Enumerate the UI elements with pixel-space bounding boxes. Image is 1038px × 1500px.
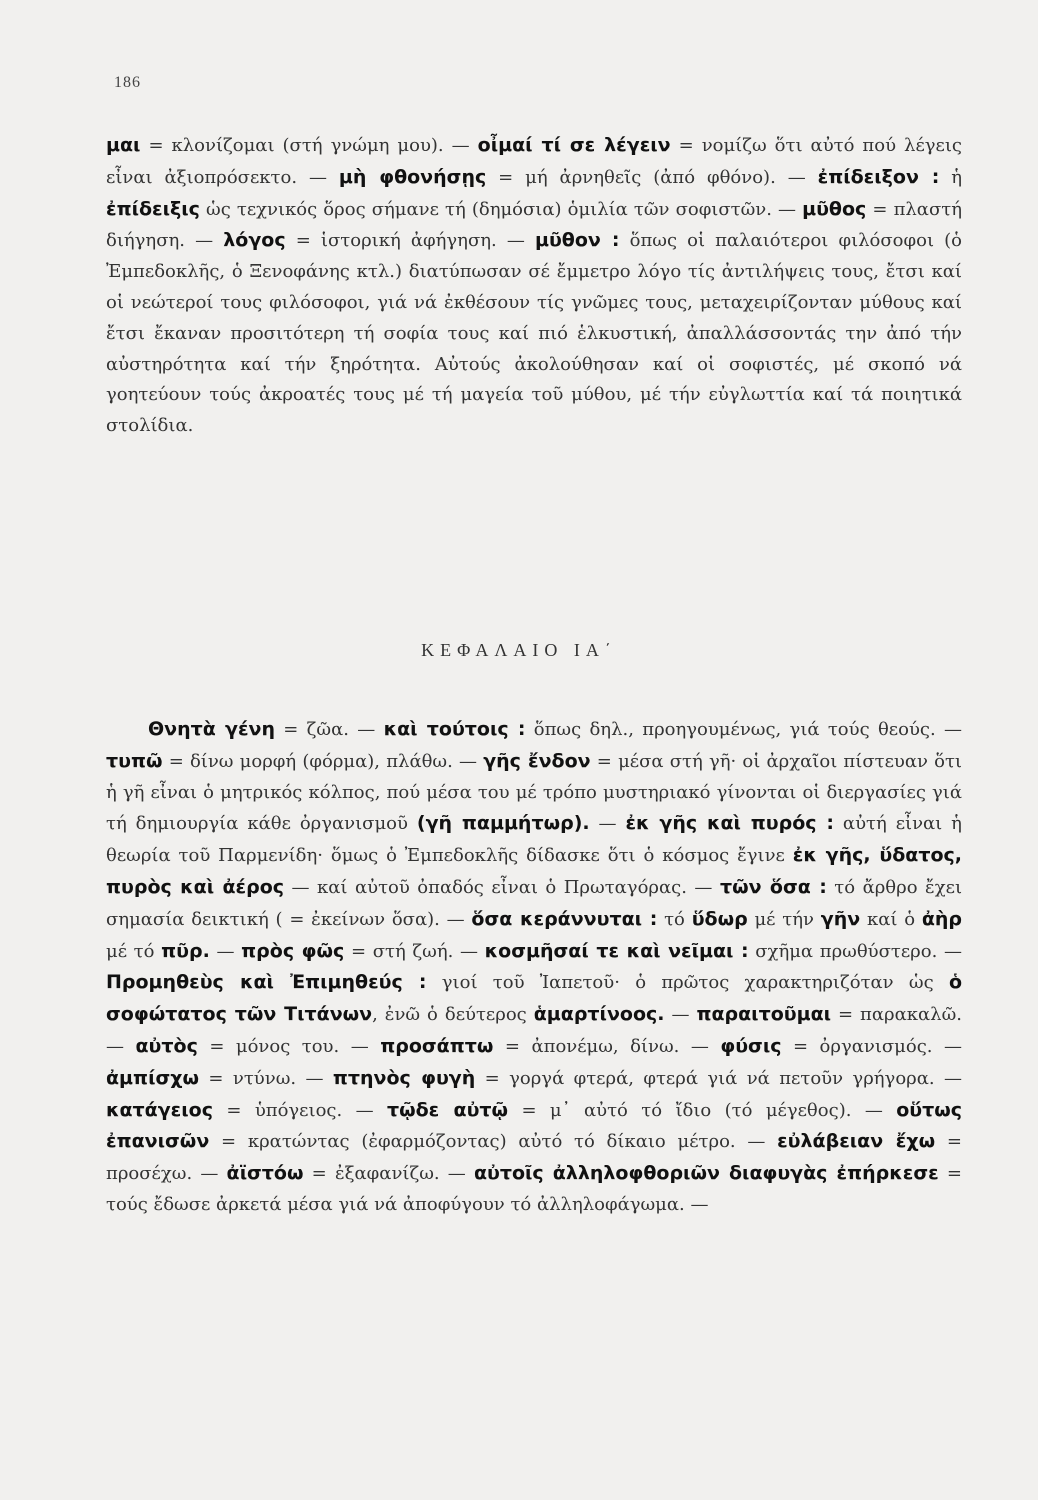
gloss: = κλονίζομαι (στή γνώμη μου). — [140, 135, 478, 156]
lemma: κοσμῆσαί τε καὶ νεῖμαι : [484, 939, 749, 962]
lemma: προσάπτω [380, 1034, 494, 1057]
gloss: = μ᾽ αὐτό τό ἴδιο (τό μέγεθος). — [508, 1099, 897, 1121]
lemma: τῶν ὅσα : [719, 875, 827, 898]
lemma: Θνητὰ γένη [148, 718, 275, 740]
lemma: πρὸς φῶς [241, 939, 345, 962]
lemma: γῆς ἔνδον [483, 749, 591, 772]
lemma: αὐτὸς [135, 1034, 198, 1057]
page-number: 186 [114, 74, 141, 91]
gloss: = ἱστορική ἀφήγηση. — [285, 230, 535, 252]
gloss: — [589, 813, 626, 835]
gloss: ἡ [939, 166, 962, 188]
lemma: λόγος [223, 229, 286, 252]
lemma: ἁμαρτίνοος. [533, 1003, 665, 1026]
lemma: οὕτως ἐπανισῶν [106, 1098, 963, 1153]
lemma: ἐπίδειξον : [817, 165, 940, 188]
lemma: τῷδε αὐτῷ [386, 1098, 509, 1121]
gloss: = ἐξαφανίζω. — [303, 1163, 474, 1185]
lemma: γῆν [820, 907, 861, 930]
gloss: = ντύνω. — [199, 1067, 333, 1089]
gloss: — καί αὐτοῦ ὀπαδός εἶναι ὁ Πρωταγόρας. — [284, 876, 720, 898]
lemma: ἐπίδειξις [106, 197, 200, 220]
gloss: αὐτή εἶναι ἡ θεωρία τοῦ Παρμενίδη· ὅμως ὁ Ἐμπεδοκλῆς δίδασκε ὅτι ὁ κόσμος ἔγινε [106, 813, 962, 867]
lemma: ἀμπίσχω [106, 1066, 200, 1089]
lemma: πτηνὸς φυγὴ [332, 1066, 476, 1089]
lemma: ὅσα κεράννυται : [471, 907, 658, 930]
lemma: ἀὴρ [921, 907, 963, 930]
gloss: = ὑπόγειος. — [212, 1099, 387, 1121]
lemma: μῦθον : [535, 229, 620, 252]
gloss: = νομίζω ὅτι αὐτό πού λέγεις εἶναι ἀξιοπρόσεκτο. — [106, 135, 962, 188]
commentary-paragraph-2 [106, 714, 962, 1221]
chapter-heading: ΚΕΦΑΛΑΙΟ ΙΑ΄ [421, 640, 617, 660]
lemma: παραιτοῦμαι [696, 1003, 832, 1026]
lemma: ἐκ γῆς, ὕδατος, πυρὸς καὶ ἀέρος [106, 844, 962, 898]
lemma: ὕδωρ [691, 907, 748, 930]
lemma: αὐτοῖς ἀλληλοφθοριῶν διαφυγὰς ἐπήρκεσε [473, 1162, 939, 1185]
lemma: ὁ σοφώτατος τῶν Τιτάνων [106, 971, 962, 1026]
gloss: , ἐνῶ ὁ δεύτερος [372, 1004, 534, 1026]
lemma: καὶ τούτοις : [383, 718, 526, 740]
commentary-paragraph-1 [106, 130, 962, 442]
gloss: = τούς ἔδωσε ἀρκετά μέσα γιά νά ἀποφύγουν τό ἀλληλοφάγωμα. — [106, 1163, 962, 1215]
gloss: τό [657, 908, 692, 930]
gloss: μέ τήν [747, 908, 821, 930]
lemma: μῦθος [802, 197, 867, 220]
lemma: ἐκ γῆς καὶ πυρός : [625, 812, 834, 835]
gloss: = πλαστή διήγηση. — [106, 198, 962, 252]
lemma: (γῆ παμμήτωρ). [416, 812, 590, 835]
lemma: φύσις [720, 1034, 782, 1057]
gloss: = ζῶα. — [274, 719, 384, 740]
gloss: — [664, 1004, 697, 1026]
gloss: καί ὁ [860, 908, 922, 930]
gloss: ὡς τεχνικός ὅρος σήμανε τή (δημόσια) ὁμιλία τῶν σοφιστῶν. — [199, 198, 803, 220]
gloss: = μέσα στή γῆ· οἱ ἀρχαῖοι πίστευαν ὅτι ἡ γῆ εἶναι ὁ μητρικός κόλπος, πού μέσα του μέ τρόπο μυστηριακό γίνονται οἱ διεργασίες γιά τή δημιουργία κάθε ὀργανισμοῦ [106, 750, 962, 835]
lemma: πῦρ. [161, 939, 210, 962]
gloss: = ἀπονέμω, δίνω. — [493, 1035, 721, 1057]
lemma: κατάγειος [106, 1098, 213, 1121]
gloss: = μή ἀρνηθεῖς (ἀπό φθόνο). — [486, 166, 818, 188]
gloss: = δίνω μορφή (φόρμα), πλάθω. — [162, 750, 484, 772]
gloss: = μόνος του. — [197, 1035, 381, 1057]
gloss: = κρατώντας (ἐφαρμόζοντας) αὐτό τό δίκαιο μέτρο. — [209, 1131, 778, 1153]
lemma: Προμηθεὺς καὶ Ἐπιμηθεύς : [106, 971, 427, 994]
gloss: = γοργά φτερά, φτερά γιά νά πετοῦν γρήγορα. — [475, 1067, 963, 1089]
lemma: εὐλάβειαν ἔχω [777, 1130, 936, 1153]
lemma: οἶμαί τί σε λέγειν [477, 134, 671, 156]
lemma: μαι [106, 134, 141, 156]
gloss: τό ἄρθρο ἔχει σημασία δεικτική ( = ἐκείνων ὅσα). — [106, 876, 963, 930]
gloss: σχῆμα πρωθύστερο. — [748, 940, 962, 962]
lemma: μὴ φθονήσῃς [338, 165, 487, 188]
gloss: — [209, 940, 242, 962]
gloss: = προσέχω. — [106, 1131, 962, 1185]
lemma: τυπῶ [106, 749, 163, 772]
gloss: μέ τό [106, 940, 162, 962]
gloss: γιοί τοῦ Ἰαπετοῦ· ὁ πρῶτος χαρακτηριζόταν ὡς [426, 972, 949, 994]
lemma: ἀϊστόω [226, 1162, 304, 1185]
gloss: = ὀργανισμός. — [781, 1035, 962, 1057]
gloss: ὅπως οἱ παλαιότεροι φιλόσοφοι (ὁ Ἐμπεδοκλῆς, ὁ Ξενοφάνης κτλ.) διατύπωσαν σέ ἔμμετρο λόγο τίς ἀντιλήψεις τους, ἔτσι καί οἱ νεώτεροί τους φιλόσοφοι, γιά νά ἐκθέσουν τίς γνῶμες τους, μεταχειρίζονταν μύθους καί ἔτσι ἔκαναν προσιτότερη τή σοφία τους καί πιό ἑλκυστική, ἀπαλλάσσοντάς την ἀπό τήν αὐστηρότητα καί τήν ξηρότητα. Αὐτούς ἀκολούθησαν καί οἱ σοφιστές, μέ σκοπό νά γοητεύουν τούς ἀκροατές τους μέ τή μαγεία τοῦ μύθου, μέ τήν εὐγλωττία καί τά ποιητικά στολίδια. [106, 230, 962, 437]
gloss: = παρακαλῶ. — [106, 1004, 962, 1057]
gloss: = στή ζωή. — [344, 940, 485, 962]
gloss: ὅπως δηλ., προηγουμένως, γιά τούς θεούς. — [525, 719, 963, 740]
